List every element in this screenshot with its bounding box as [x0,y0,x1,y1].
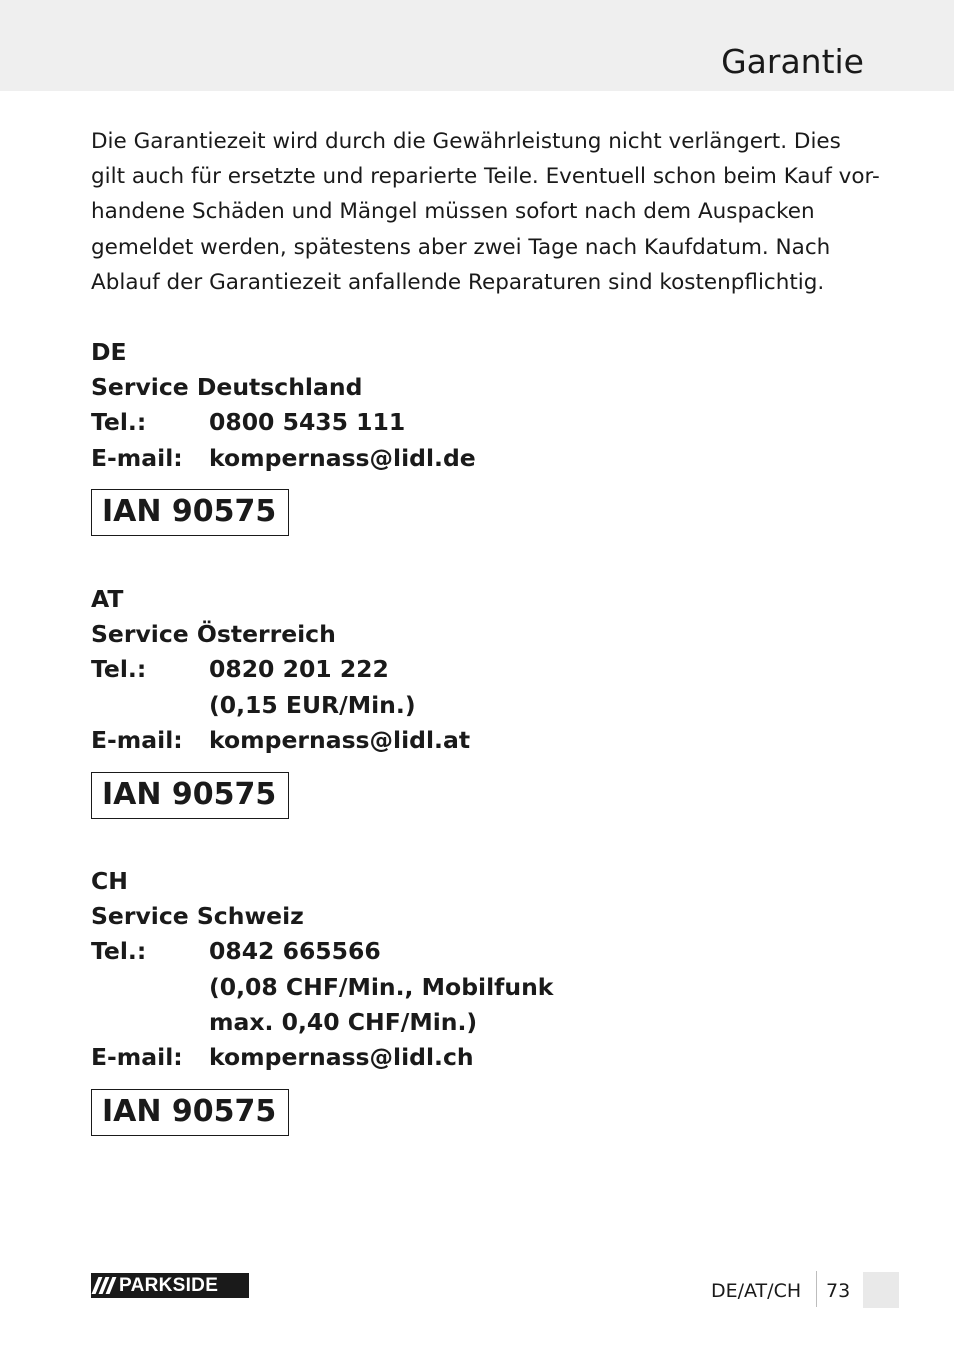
email-row [91,1040,553,1075]
tel-row [91,934,553,969]
email-address: kompernass@lidl.de [209,443,476,472]
email-label: E-mail: [91,725,183,754]
ian-box-de: IAN 90575 [91,489,289,536]
page-title: Garantie [721,42,864,81]
country-code: CH [91,867,128,895]
email-address: kompernass@lidl.at [209,725,471,754]
tel-label: Tel.: [91,937,147,966]
email-row [91,441,476,476]
footer-countries: DE/AT/CH [711,1280,802,1302]
page-tab-marker [863,1272,899,1308]
tel-number: 0820 201 222 [209,655,389,684]
ian-box-at: IAN 90575 [91,772,289,819]
country-code: AT [91,585,124,613]
logo-brand-text: PARKSIDE [119,1274,219,1296]
intro-line: Die Garantiezeit wird durch die Gewährleistung nicht verlängert. Dies [91,129,841,154]
logo-stripes-icon [95,1277,113,1294]
tel-label: Tel.: [91,655,147,684]
intro-line: handene Schäden und Mängel müssen sofort nach dem Auspacken [91,199,815,225]
tel-rate-note: (0,15 EUR/Min.) [209,690,416,719]
service-block-at [91,582,470,758]
service-name: Service Österreich [91,620,336,649]
page-number: 73 [826,1280,851,1302]
footer-divider [816,1271,817,1307]
tel-number: 0800 5435 111 [209,408,406,437]
service-block-de [91,335,476,476]
tel-row [91,652,470,687]
country-code: DE [91,338,127,366]
email-address: kompernass@lidl.ch [209,1043,474,1072]
parkside-logo [91,1273,249,1298]
intro-line: gilt auch für ersetzte und reparierte Teile. Eventuell schon beim Kauf vor- [91,164,880,190]
ian-box-ch: IAN 90575 [91,1089,289,1136]
service-block-ch [91,864,553,1075]
intro-line: Ablauf der Garantiezeit anfallende Reparaturen sind kostenpflichtig. [91,269,825,295]
tel-number: 0842 665566 [209,937,381,966]
intro-paragraph [91,124,880,300]
tel-label: Tel.: [91,408,147,437]
tel-rate-note: (0,08 CHF/Min., Mobilfunk [209,972,554,1001]
email-row [91,723,470,758]
email-label: E-mail: [91,443,183,472]
tel-row [91,405,476,440]
service-name: Service Schweiz [91,902,304,931]
tel-rate-note: max. 0,40 CHF/Min.) [209,1007,478,1036]
tel-note-row [91,688,470,723]
intro-line: gemeldet werden, spätestens aber zwei Tage nach Kaufdatum. Nach [91,234,831,260]
tel-note-row [91,970,553,1005]
tel-note-row [91,1005,553,1040]
service-name: Service Deutschland [91,373,363,402]
email-label: E-mail: [91,1043,183,1072]
